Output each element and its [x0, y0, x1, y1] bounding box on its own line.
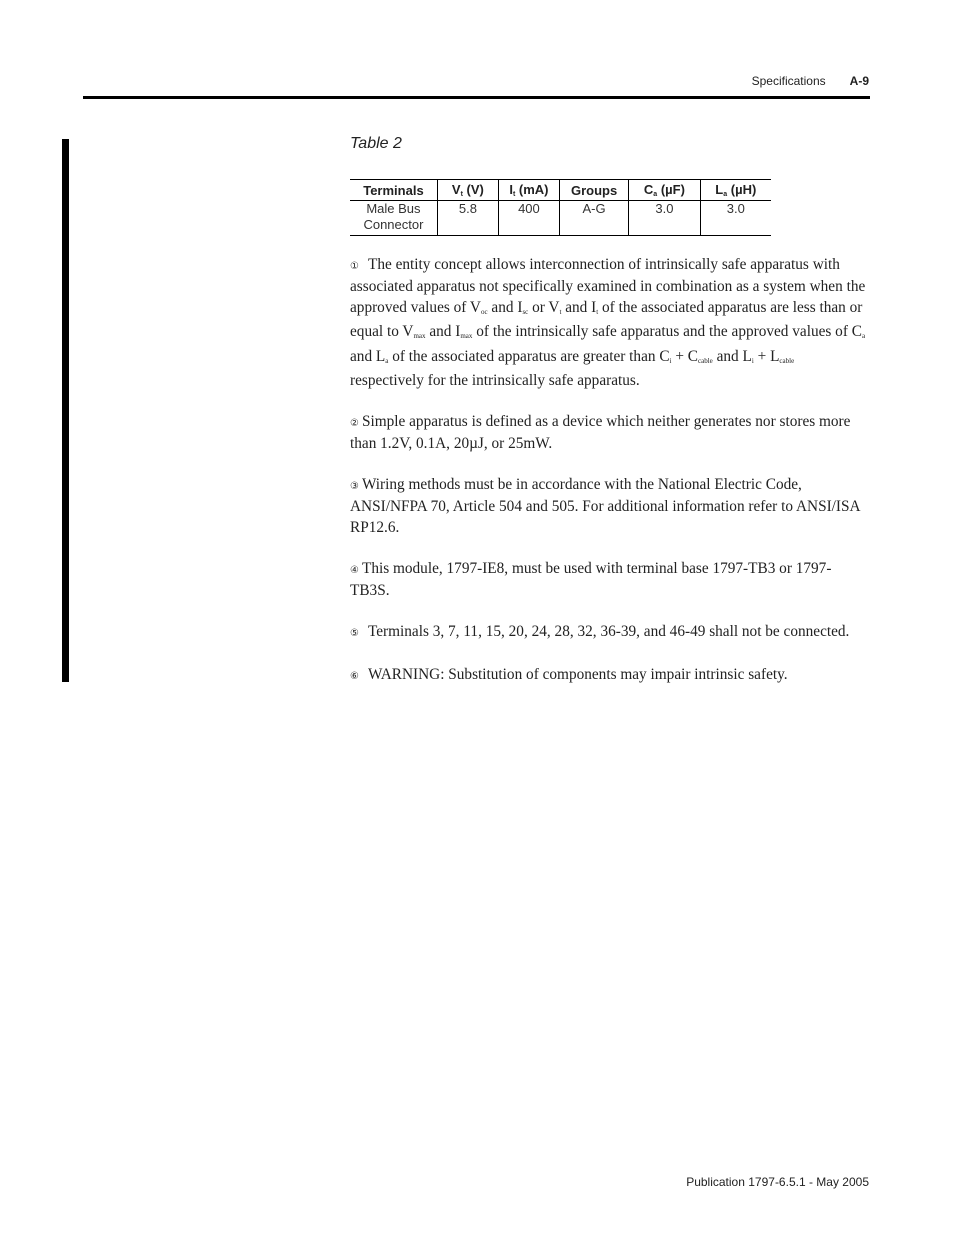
footnotes	[350, 255, 870, 707]
cell-inductance: 3.0	[700, 201, 771, 236]
entity-parameters-table	[350, 179, 771, 236]
table-row	[350, 201, 771, 236]
cell-capacitance: 3.0	[629, 201, 700, 236]
table-header-row	[350, 180, 771, 201]
header-rule	[83, 96, 870, 99]
note-marker: ④	[350, 564, 359, 576]
note-marker: ⑤	[350, 627, 359, 639]
note-marker: ①	[350, 261, 359, 272]
running-header	[752, 74, 869, 88]
note-4: ④ This module, 1797-IE8, must be used with terminal base 1797-TB3 or 1797-TB3S.	[350, 559, 832, 600]
col-current: $I_t$ (mA)	[498, 180, 559, 201]
note-1: ① The entity concept allows interconnection of intrinsically safe apparatus with associated apparatus not specifically examined in combination as a system when the approved values of $V_{oc}$ and $I_{sc}$ or $V_t$ and $I_t$ of the associated apparatus are less than or equal to $V_{max}$ and $I_{max}$ of the intrinsically safe apparatus and the approved values of $C_a$ and $L_a$ of the associated apparatus are greater than $C_i + C_{cable}$ and $L_i + L_{cable}$ respectively for the intrinsically safe apparatus.	[350, 256, 866, 390]
note-3: ③ Wiring methods must be in accordance with the National Electric Code, ANSI/NFPA 70, Article 504 and 505. For additional information refer to ANSI/ISA RP12.6.	[350, 476, 860, 536]
change-bar	[62, 139, 69, 682]
cell-terminals: Male Bus Connector	[350, 201, 437, 236]
col-voltage: $V_t$ (V)	[437, 180, 498, 201]
page-number: A-9	[849, 74, 869, 88]
col-groups: Groups	[559, 180, 628, 201]
section-title: Specifications	[751, 74, 826, 88]
col-terminals: Terminals	[350, 180, 437, 201]
col-inductance: $L_a$ (µH)	[700, 180, 771, 201]
publication-footer: Publication 1797-6.5.1 - May 2005	[686, 1175, 869, 1189]
note-2: ② Simple apparatus is defined as a device which neither generates nor stores more than 1.2V, 0.1A, 20µJ, or 25mW.	[350, 412, 851, 453]
note-marker: ②	[350, 417, 359, 429]
col-capacitance: $C_a$ (µF)	[629, 180, 700, 201]
note-5: ⑤ Terminals 3, 7, 11, 15, 20, 24, 28, 32, 36-39, and 46-49 shall not be connected.	[350, 622, 850, 640]
note-marker: ③	[350, 481, 359, 493]
note-6: ⑥ WARNING: Substitution of components may impair intrinsic safety.	[350, 665, 788, 683]
cell-groups: A-G	[559, 201, 628, 236]
note-marker: ⑥	[350, 670, 359, 682]
cell-current: 400	[498, 201, 559, 236]
table-caption: Table 2	[350, 135, 402, 152]
cell-voltage: 5.8	[437, 201, 498, 236]
